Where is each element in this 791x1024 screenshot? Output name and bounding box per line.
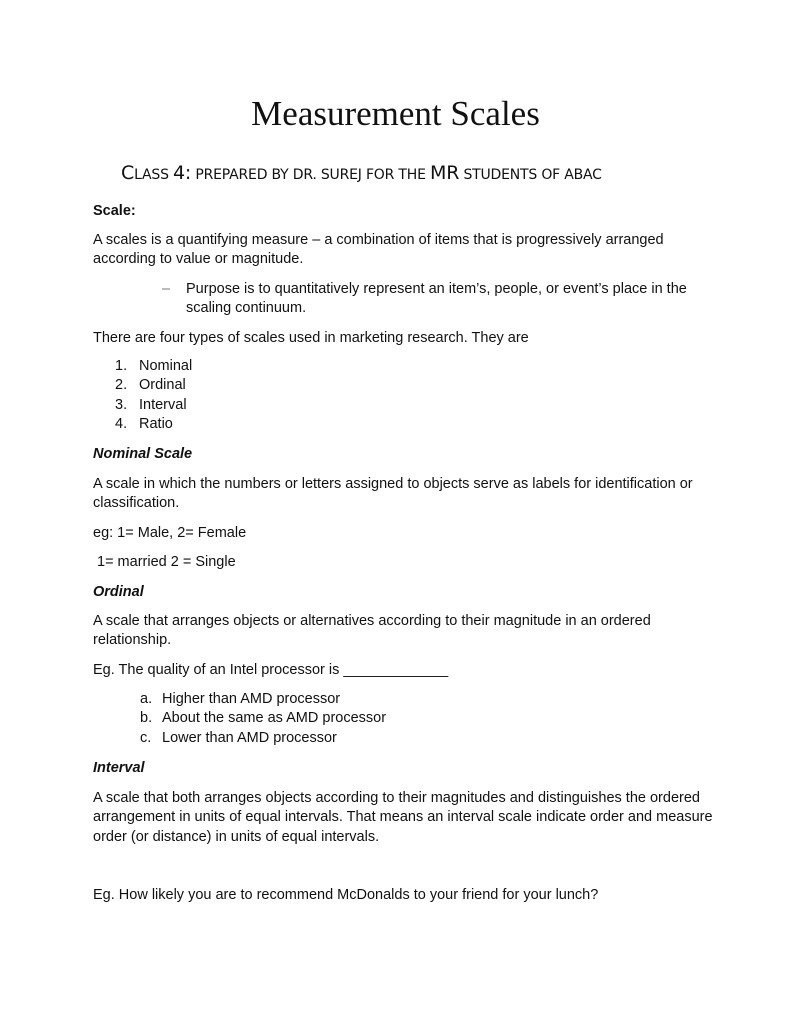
list-marker: 2.: [115, 377, 128, 394]
nominal-example-2: 1= married 2 = Single: [97, 554, 236, 570]
list-marker: 3.: [115, 396, 128, 413]
list-item: [140, 690, 460, 709]
list-item: [115, 415, 415, 434]
types-intro: There are four types of scales used in marketing research. They are: [93, 330, 529, 346]
list-marker: 1.: [115, 358, 128, 374]
list-marker: c.: [140, 729, 152, 746]
list-item-label: Ratio: [139, 416, 173, 433]
purpose-text: Purpose is to quantitatively represent an item’s, people, or event’s place in the scaling continuum.: [186, 281, 687, 317]
interval-definition: A scale that both arranges objects according to their magnitudes and distinguishes the ordered arrangement in units of equal intervals. That means an interval scale indicate order and measure order (or distance) in units of equal intervals.: [93, 790, 713, 845]
ordinal-definition: A scale that arranges objects or alternatives according to their magnitude in an ordered relationship.: [93, 613, 651, 649]
list-item-label: About the same as AMD processor: [162, 710, 387, 727]
scale-definition: A scales is a quantifying measure – a combination of items that is progressively arranged according to value or magnitude.: [93, 232, 664, 268]
interval-heading: Interval: [93, 760, 145, 776]
ordinal-heading: Ordinal: [93, 584, 144, 600]
list-item-label: Interval: [139, 396, 187, 413]
nominal-example-1: eg: 1= Male, 2= Female: [93, 525, 247, 541]
list-marker: b.: [140, 710, 153, 727]
scale-heading: Scale:: [93, 203, 136, 219]
page-title: Measurement Scales: [251, 94, 540, 133]
subtitle-class: LASS: [134, 167, 169, 183]
subtitle-rest: STUDENTS OF ABAC: [463, 167, 602, 183]
nominal-heading: Nominal Scale: [93, 446, 193, 462]
list-marker: 4.: [115, 416, 128, 433]
list-item: [115, 357, 415, 376]
subtitle-mr: MR: [430, 162, 460, 184]
ordinal-options-list: [140, 690, 460, 748]
list-item-label: Ordinal: [139, 377, 186, 394]
list-item-label: Lower than AMD processor: [162, 729, 337, 746]
subtitle-number: 4:: [173, 162, 192, 184]
types-list: [115, 357, 415, 435]
interval-example: Eg. How likely you are to recommend McDonalds to your friend for your lunch?: [93, 887, 599, 903]
list-marker: a.: [140, 691, 153, 707]
nominal-definition: A scale in which the numbers or letters assigned to objects serve as labels for identification or classification.: [93, 476, 693, 512]
ordinal-example: Eg. The quality of an Intel processor is _____________: [93, 662, 449, 678]
dash-bullet: –: [162, 281, 171, 297]
subtitle-prepared: PREPARED BY DR. SUREJ FOR THE: [195, 167, 426, 183]
list-item-label: Nominal: [139, 358, 193, 374]
list-item: [140, 709, 460, 728]
page-subtitle: [121, 162, 602, 186]
list-item: [115, 396, 415, 415]
list-item: [115, 376, 415, 395]
list-item: [140, 729, 460, 748]
subtitle-initial: C: [121, 162, 135, 184]
list-item-label: Higher than AMD processor: [162, 691, 341, 707]
